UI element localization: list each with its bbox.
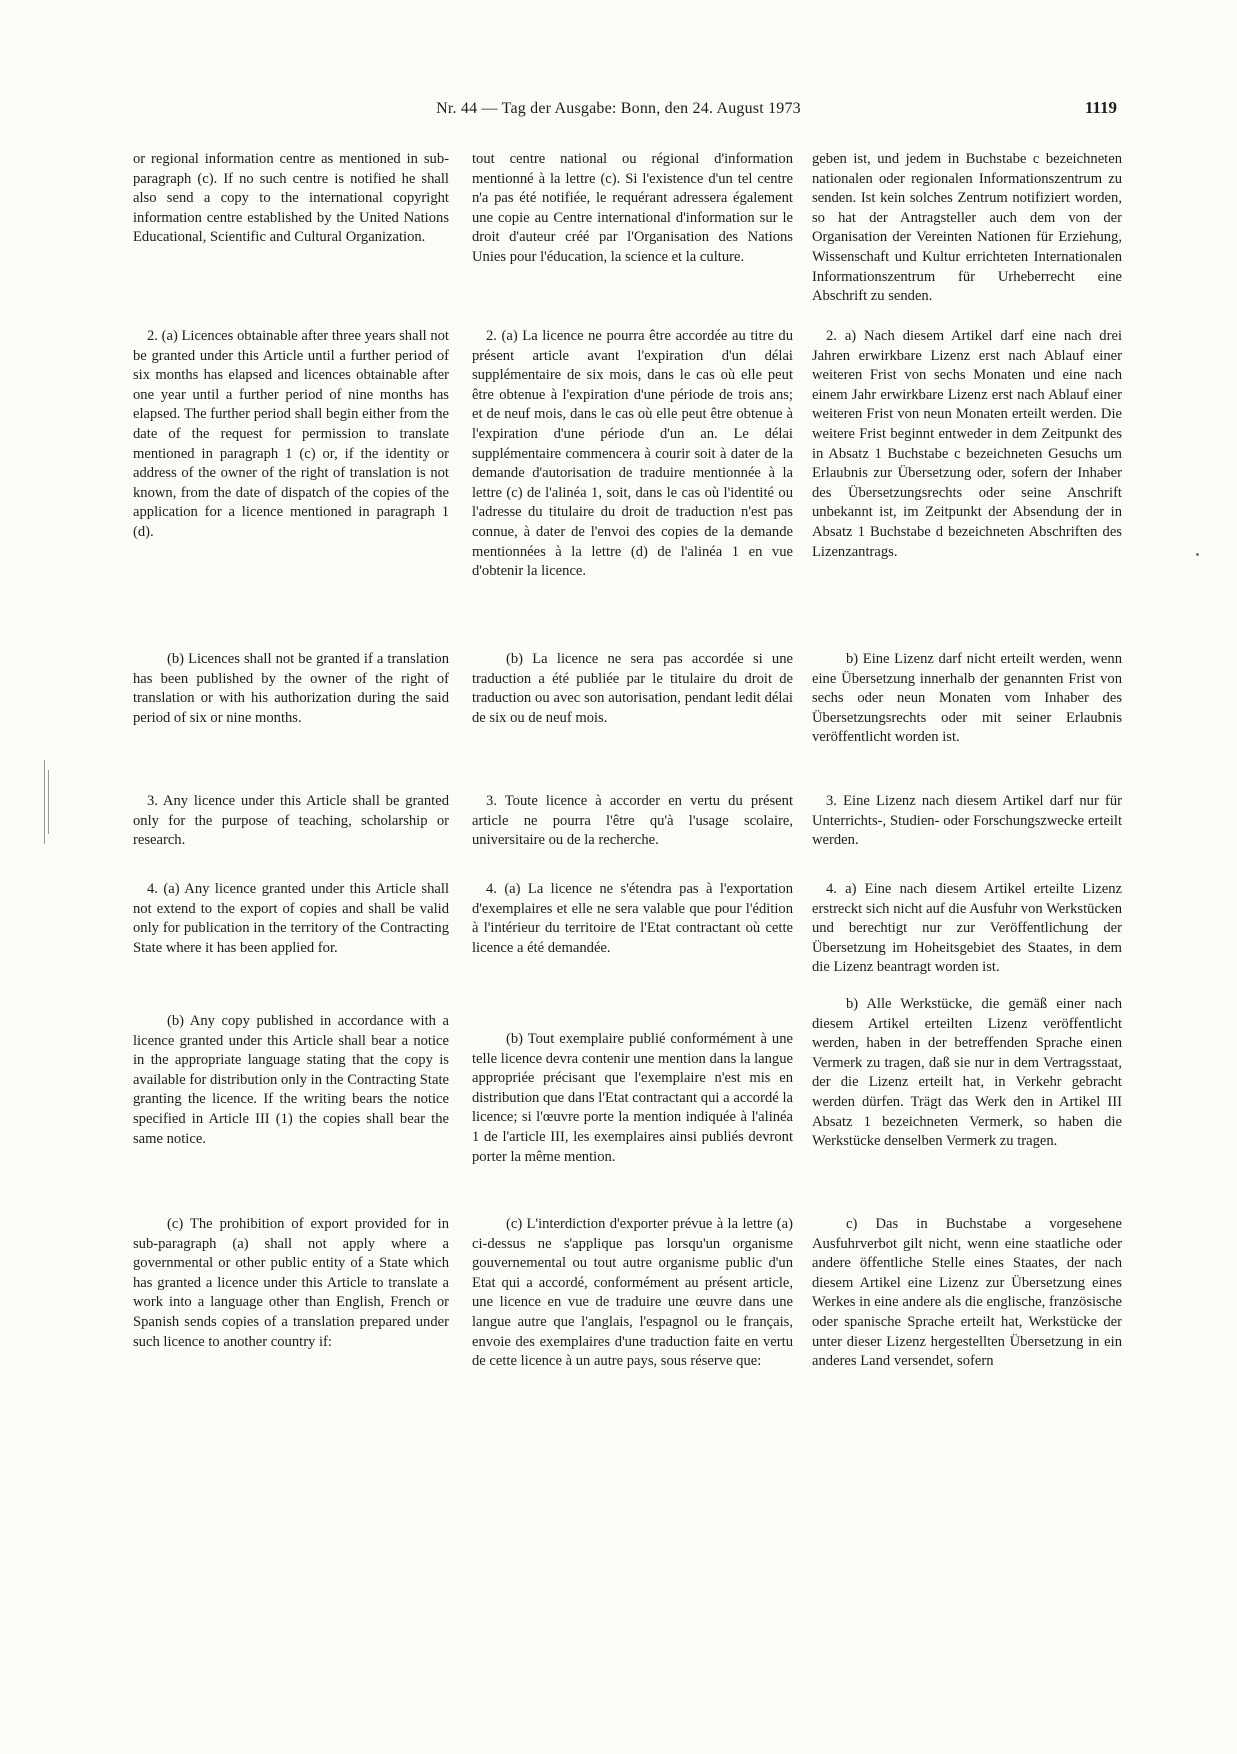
en-paragraph-4c: (c) The prohibition of export provided for in sub-paragraph (a) shall not apply where a governmental or other public entity of a State which has granted a licence under this Article to translate a work into a language other than English, French or Spanish sends copies of a translation prepared under such licence to another country if: — [133, 1216, 449, 1350]
de-paragraph-4a: 4. a) Eine nach diesem Artikel erteilte Lizenz erstreckt sich nicht auf die Ausfuhr von Werkstücken und berechtigt nur zur Veröffentlichung der Übersetzung im Hoheitsgebiet des Staates, in dem die Lizenz beantragt worden ist. — [812, 881, 1122, 976]
margin-speck — [1196, 553, 1199, 556]
de-paragraph-2b: b) Eine Lizenz darf nicht erteilt werden, wenn eine Übersetzung innerhalb der genannten Frist von sechs oder neun Monaten vom Inhaber des Übersetzungsrechts oder mit seiner Erlaubnis veröffentlicht worden ist. — [812, 651, 1122, 746]
de-paragraph-3: 3. Eine Lizenz nach diesem Artikel darf nur für Unterrichts-, Studien- oder Forschungszwecke erteilt werden. — [812, 793, 1122, 849]
en-paragraph-4a: 4. (a) Any licence granted under this Article shall not extend to the export of copies and shall be valid only for publication in the territory of the Contracting State where it has been applied for. — [133, 881, 449, 956]
fr-paragraph-3: 3. Toute licence à accorder en vertu du présent article ne pourra l'être qu'à l'usage scolaire, universitaire ou de la recherche. — [472, 793, 793, 849]
fr-paragraph-2a: 2. (a) La licence ne pourra être accordée au titre du présent article avant l'expiration d'un délai supplémentaire de six mois, dans le cas où elle peut être obtenue à l'expiration d'une période de trois ans; et de neuf mois, dans le cas où elle peut être obtenue à l'expiration d'une période d'un an. Le délai supplémentaire commencera à courir soit à dater de la demande d'autorisation de traduire mentionnée à la lettre (c) de l'alinéa 1, soit, dans le cas où l'identité ou l'adresse du titulaire du droit de traduction n'est pas connue, à dater de l'envoi des copies de la demande mentionnées à la lettre (d) de l'alinéa 1 en vue d'obtenir la licence. — [472, 328, 793, 580]
en-paragraph-2b: (b) Licences shall not be granted if a translation has been published by the owner of the right of translation or with his authorization during the said period of six or nine months. — [133, 651, 449, 726]
en-paragraph-3: 3. Any licence under this Article shall be granted only for the purpose of teaching, scholarship or research. — [133, 793, 449, 849]
de-paragraph-4b: b) Alle Werkstücke, die gemäß einer nach diesem Artikel erteilten Lizenz veröffentlicht werden, haben in der betreffenden Sprache einen Vermerk zu tragen, daß sie nur in dem Vertragsstaat, der die Lizenz erteilt hat, in Verkehr gebracht werden dürfen. Trägt das Werk den in Artikel III Absatz 1 bezeichneten Vermerk, so haben die Werkstücke denselben Vermerk zu tragen. — [812, 996, 1122, 1150]
page-header — [0, 98, 1237, 122]
gazette-issue-line: Nr. 44 — Tag der Ausgabe: Bonn, den 24. August 1973 — [436, 100, 801, 117]
fr-paragraph-intro: tout centre national ou régional d'information mentionné à la lettre (c). Si l'existence d'un tel centre n'a pas été notifiée, le requérant adressera également une copie au Centre international d'information sur le droit d'auteur créé par l'Organisation des Nations Unies pour l'éducation, la science et la culture. — [472, 151, 793, 265]
fr-paragraph-4c: (c) L'interdiction d'exporter prévue à la lettre (a) ci-dessus ne s'applique pas lorsqu'un organisme gouvernemental ou tout autre organisme public d'un Etat qui a accordé, conformément au présent article, une licence en vue de traduire une œuvre dans une langue autre que l'anglais, l'espagnol ou le français, envoie des exemplaires d'une traduction faite en vertu de cette licence à un autre pays, sous réserve que: — [472, 1216, 793, 1370]
de-paragraph-2a: 2. a) Nach diesem Artikel darf eine nach drei Jahren erwirkbare Lizenz erst nach Ablauf einer weiteren Frist von sechs Monaten und eine nach einem Jahr erwirkbare Lizenz erst nach Ablauf einer weiteren Frist von neun Monaten erteilt werden. Die weitere Frist beginnt entweder in dem Zeitpunkt des in Absatz 1 Buchstabe c bezeichneten Gesuchs um Erlaubnis zur Übersetzung oder, sofern der Inhaber des Übersetzungsrechts oder seine Anschrift unbekannt ist, im Zeitpunkt der Absendung der in Absatz 1 Buchstabe d bezeichneten Abschriften des Lizenzantrags. — [812, 328, 1122, 560]
margin-scan-mark — [48, 770, 49, 834]
en-paragraph-4b: (b) Any copy published in accordance with a licence granted under this Article shall bear a notice in the appropriate language stating that the copy is available for distribution only in the Contracting State granting the licence. If the writing bears the notice specified in Article III (1) the copies shall bear the same notice. — [133, 1013, 449, 1147]
page-number: 1119 — [1084, 98, 1117, 117]
en-paragraph-2a: 2. (a) Licences obtainable after three years shall not be granted under this Article until a further period of six months has elapsed and licences obtainable after one year until a further period of nine months has elapsed. The further period shall begin either from the date of the request for permission to translate mentioned in paragraph 1 (c) or, if the identity or address of the owner of the right of translation is not known, from the date of dispatch of the copies of the application for a licence mentioned in paragraph 1 (d). — [133, 328, 449, 540]
margin-scan-mark — [44, 760, 45, 844]
de-paragraph-intro: geben ist, und jedem in Buchstabe c bezeichneten nationalen oder regionalen Informationszentrum zu senden. Ist kein solches Zentrum notifiziert worden, so hat der Antragsteller auch dem von der Organisation der Vereinten Nationen für Erziehung, Wissenschaft und Kultur errichteten Internationalen Informationszentrum für Urheberrecht eine Abschrift zu senden. — [812, 151, 1122, 305]
fr-paragraph-4b: (b) Tout exemplaire publié conformément à une telle licence devra contenir une mention dans la langue appropriée précisant que l'exemplaire n'est mis en distribution que dans l'Etat contractant qui a accordé la licence; si l'œuvre porte la mention indiquée à l'alinéa 1 de l'article III, les exemplaires ainsi publiés devront porter la même mention. — [472, 1031, 793, 1165]
fr-paragraph-2b: (b) La licence ne sera pas accordée si une traduction a été publiée par le titulaire du droit de traduction ou avec son autorisation, pendant ledit délai de six ou de neuf mois. — [472, 651, 793, 726]
de-paragraph-4c: c) Das in Buchstabe a vorgesehene Ausfuhrverbot gilt nicht, wenn eine staatliche oder andere öffentliche Stelle eines Staates, der nach diesem Artikel eine Lizenz zur Übersetzung eines Werkes in eine andere als die englische, französische oder spanische Sprache erteilt hat, Werkstücke der unter dieser Lizenz hergestellten Übersetzung in ein anderes Land versendet, sofern — [812, 1216, 1122, 1370]
en-paragraph-intro: or regional information centre as mentioned in sub-paragraph (c). If no such centre is notified he shall also send a copy to the international copyright information centre established by the United Nations Educational, Scientific and Cultural Organization. — [133, 151, 449, 246]
fr-paragraph-4a: 4. (a) La licence ne s'étendra pas à l'exportation d'exemplaires et elle ne sera valable que pour l'édition à l'intérieur du territoire de l'Etat contractant où cette licence a été demandée. — [472, 881, 793, 956]
